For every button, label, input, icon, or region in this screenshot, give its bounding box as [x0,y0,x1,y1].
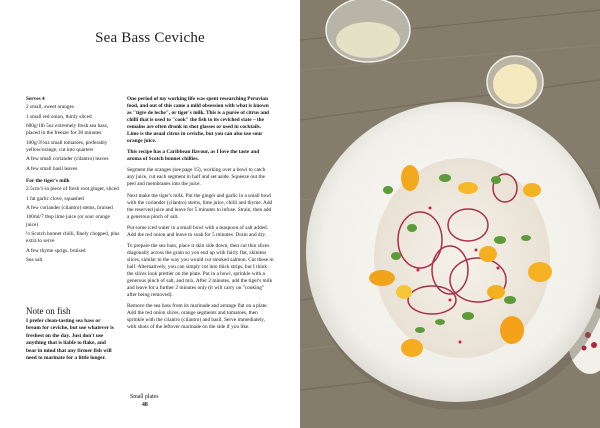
method-column [127,96,274,335]
page-number: 48 [142,402,148,408]
ingredient-item: A few small coriander (cilantro) leaves [26,156,109,163]
recipe-title: Sea Bass Ceviche [95,30,205,46]
ingredient-item: 2 small, sweet oranges [26,104,74,111]
tigers-milk-heading: For the tiger's milk [26,177,70,184]
ingredient-item: 1 small red onion, thinly sliced [26,113,92,120]
tigers-milk-item: 100ml/7 tbsp lime juice (or sour orange juice) [26,214,110,228]
ingredient-item: 100g/3½oz small tomatoes, preferably yellow/orange, cut into quarters [26,139,108,153]
intro-paragraph: One period of my working life was spent researching Peruvian food, and out of this came a mild obsession with what is known as "tigre de leche", or tiger's milk. This is a purée of citrus and chilli that is used to "cook" the fish to its ceviched state – the remains are often drunk in shot glasses or used in cocktails. Lime is the usual citrus in ceviche, but you can also use sour orange juice. [127,96,269,144]
wine-glass [326,0,410,62]
method-step: To prepare the sea bass, place it skin side down, then cut thin slices diagonally across the grain so you end up with fairly flat, skinless slices, similar to the way you would cut smoked salmon. Cut these in half. Alternatively, you can simply cut into thick strips, but I think the slices look prettier on the plate. Put in a bowl, sprinkle with a generous pinch of salt, and mix. After 2 minutes, add the tiger's milk and leave for a further 2 minutes only (it will carry on "cooking" after being removed). [127,242,274,298]
tigers-milk-item: A few coriander (cilantro) stems, bruised [26,204,113,211]
method-step: Remove the sea bass from its marinade and arrange flat on a plate. Add the red onion slices, orange segments and tomatoes, then sprinkle with the cilantro (cilantro) and basil. Serve immediately, with shots of the leftover marinade on the side if you like. [127,303,268,331]
tigers-milk-item: Sea salt [26,256,43,263]
intro-paragraph: This recipe has a Caribbean flavour, as I love the taste and aroma of Scotch bonnet chillies. [127,149,260,163]
method-step: Put some iced water in a small bowl with a teaspoon of salt added. Add the red onion and leave to soak for 5 minutes. Drain and dry. [127,224,268,238]
note-title: Note on fish [26,306,71,316]
ingredient-item: 600g/1lb 5oz extremely fresh sea bass, placed in the freezer for 30 minutes [26,122,109,137]
note-body: I prefer clean-tasting sea bass or bream for ceviche, but use whatever is freshest on the day. Just don't use anything that is liable to flake, and bear in mind that any firmer fish will need to marinate for a little longer. [26,318,114,362]
tigers-milk-item: ½ Scotch bonnet chilli, finely chopped, plus extra to serve [26,230,120,245]
tigers-milk-item: 2.5cm/1-in piece of fresh root ginger, sliced [26,186,119,193]
ingredients-column [26,96,120,266]
juice-glass [487,56,543,108]
method-step: Next make the tiger's milk. Put the ginger and garlic in a small bowl with the coriander (cilantro) stems, lime juice, chilli and thyme. Add the reserved juice and leave for 5 minutes to infuse. Strain, then add a generous pinch of salt. [127,192,273,220]
serves-heading: Serves 4 [26,96,45,102]
page-footer [130,393,159,409]
method-step: Segment the oranges (see page 15), working over a bowl to catch any juice, cut each segment in half and set aside. Squeeze out the peel and membranes into the juice. [127,167,266,188]
ingredient-item: A few small basil leaves [26,165,78,172]
tigers-milk-item: A few thyme sprigs, bruised [26,247,86,254]
tigers-milk-item: 1 fat garlic clove, squashed [26,195,84,202]
footer-section: Small plates [130,394,159,400]
ceviche-photo [300,0,600,428]
